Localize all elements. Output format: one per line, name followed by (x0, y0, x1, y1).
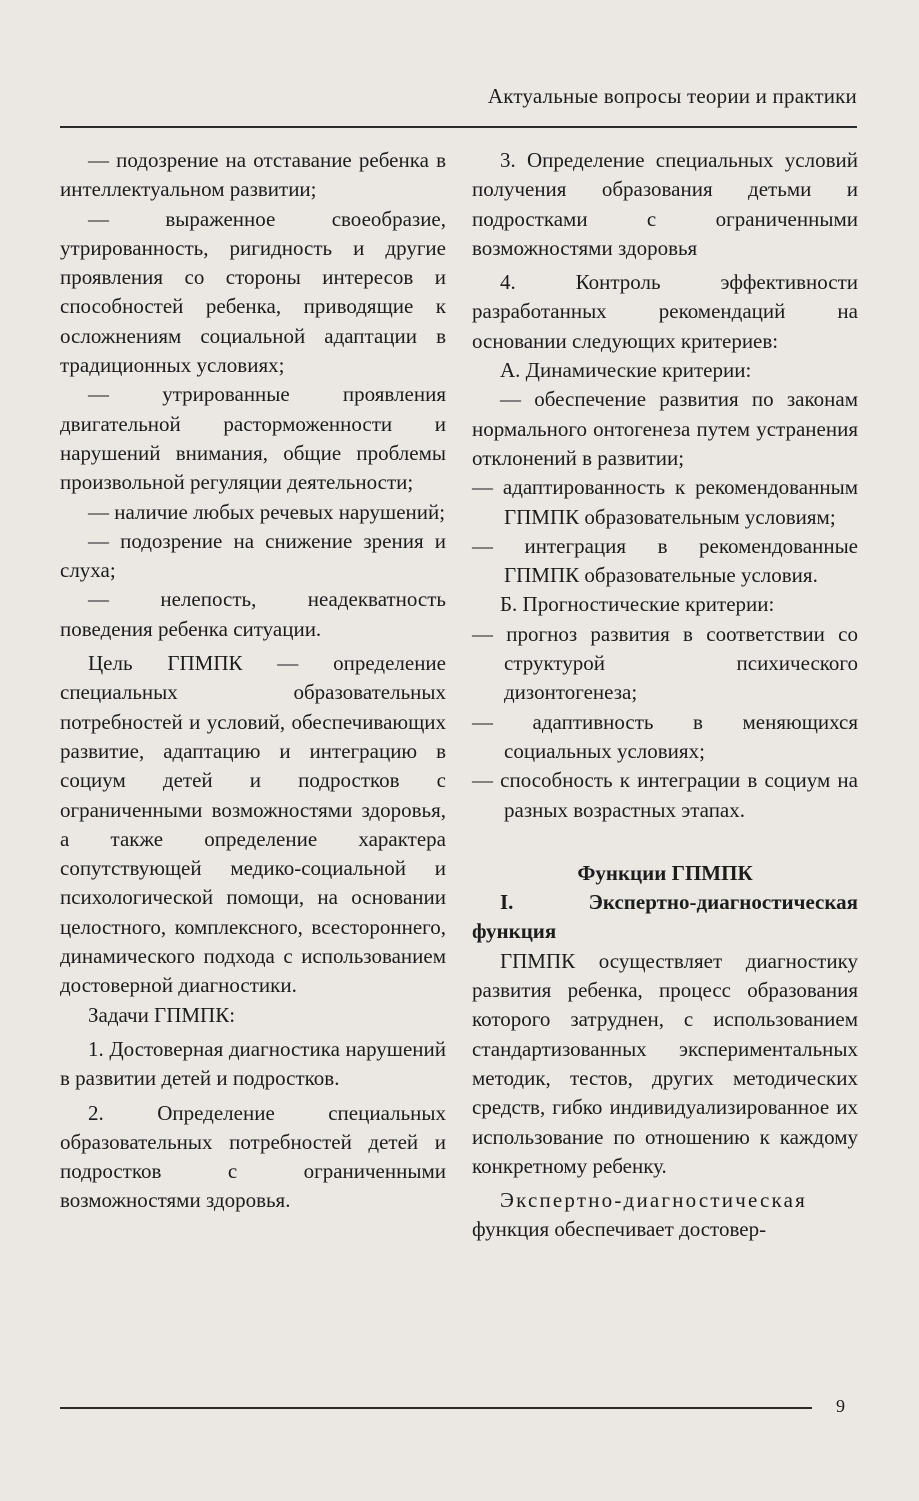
spaced-term: Экспертно-диагностическая (500, 1188, 807, 1213)
criteria-group-title: Б. Прогностические критерии: (500, 592, 775, 617)
task-item: 2. Определение специальных образовательных потребностей детей и подростков с ограниченными возможностями здоровья. (60, 1100, 446, 1213)
criteria-item: — способность к интеграции в социум на разных возрастных этапах. (472, 768, 858, 822)
section-heading: Функции ГПМПК (577, 860, 753, 885)
subsection-heading: I. Экспертно-диагностическая функция (472, 890, 858, 944)
goal-paragraph: Цель ГПМПК — определение специальных образовательных потребностей и условий, обеспечивающих развитие, адаптацию и интеграцию в социум детей и подростков с ограниченными возможностями здоровья, а также определение характера сопутствующей медико-социальной и психологической помощи, на основании целостного, комплексного, всестороннего, динамического подхода с использованием достоверной диагностики. (60, 651, 446, 998)
criteria-item: — адаптивность в меняющихся социальных условиях; (472, 709, 858, 763)
body-paragraph: ГПМПК осуществляет диагностику развития ребенка, процесс образования которого затруднен, с использованием стандартизованных экспериментальных методик, тестов, других методических средств, гибко индивидуализированное их использование по отношению к каждому конкретному ребенку. (472, 948, 858, 1178)
footer-rule (60, 1407, 812, 1409)
criteria-item: — адаптированность к рекомендованным ГПМПК образовательным условиям; (472, 475, 858, 529)
page-number: 9 (836, 1396, 845, 1416)
right-column (472, 146, 858, 1245)
task-item: 4. Контроль эффективности разработанных рекомендаций на основании следующих критериев: (472, 270, 858, 353)
header-rule (60, 126, 857, 128)
criteria-item: — обеспечение развития по законам нормального онтогенеза путем устранения отклонений в развитии; (472, 387, 858, 470)
left-column (60, 146, 446, 1216)
criteria-group-title: А. Динамические критерии: (500, 358, 752, 383)
criteria-item: — интеграция в рекомендованные ГПМПК образовательные условия. (472, 533, 858, 588)
running-header: Актуальные вопросы теории и практики (487, 84, 857, 108)
criteria-item: — подозрение на снижение зрения и слуха; (60, 528, 446, 583)
task-item: 3. Определение специальных условий получения образования детьми и подростками с ограниченными возможностями здоровья (472, 148, 858, 260)
body-paragraph (472, 1186, 858, 1245)
criteria-item: — подозрение на отставание ребенка в интеллектуальном развитии; (60, 148, 446, 202)
task-item: 1. Достоверная диагностика нарушений в развитии детей и подростков. (60, 1036, 446, 1091)
criteria-item: — нелепость, неадекватность поведения ребенка ситуации. (60, 587, 446, 641)
criteria-item: — наличие любых речевых нарушений; (88, 499, 446, 524)
criteria-item: — выраженное своеобразие, утрированность, ригидность и другие проявления со стороны интересов и способностей ребенка, приводящие к осложнениям социальной адаптации в традиционных условиях; (60, 206, 446, 378)
criteria-item: — прогноз развития в соответствии со структурой психического дизонтогенеза; (472, 621, 858, 705)
criteria-item: — утрированные проявления двигательной расторможенности и нарушений внимания, общие проблемы произвольной регуляции деятельности; (60, 382, 446, 495)
paragraph-continuation: функция обеспечивает достовер- (472, 1217, 767, 1242)
tasks-title: Задачи ГПМПК: (88, 1002, 236, 1027)
